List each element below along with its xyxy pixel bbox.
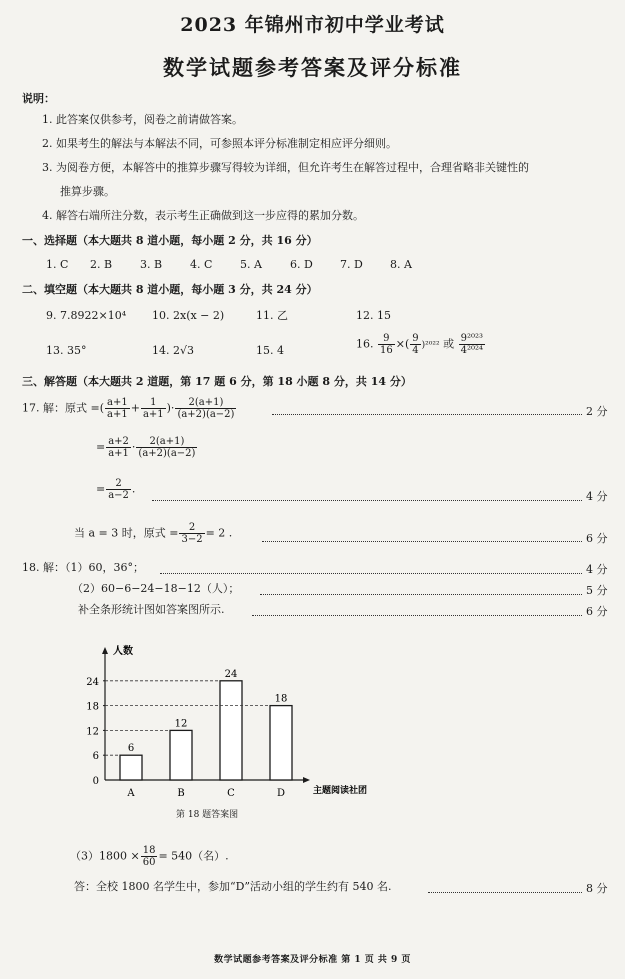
bar-value-label: 6 (127, 743, 135, 755)
dot-leader (428, 892, 582, 893)
period: . (131, 482, 136, 496)
fill-answer-11: 11. 乙 (256, 309, 288, 322)
answer-16-exp: )²⁰²² (421, 340, 440, 351)
q17-line-2 (96, 436, 198, 459)
bar-chart (75, 640, 385, 825)
fill-answer-10: 10. 2x(x − 2) (152, 309, 225, 322)
fraction: $\frac{9}{4}$ (412, 333, 419, 356)
q18-line-1: 18. 解：（1）60，36°； (22, 561, 144, 574)
fraction: $\frac{2}{a-2}$ (108, 478, 129, 501)
fraction: $\frac{2(a+1)}{(a+2)(a-2)}$ (138, 436, 196, 459)
exam-title: 2023 年锦州市初中学业考试 (180, 14, 445, 36)
points-5: 5 分 (586, 584, 608, 597)
section-3-heading: 三、解答题（本大题共 2 道题，第 17 题 6 分，第 18 小题 8 分，共 14 分） (22, 375, 412, 388)
q17-line-4 (74, 522, 232, 545)
paren: )· (166, 401, 175, 415)
fill-answer-12: 12. 15 (356, 309, 391, 322)
doc-title: 数学试题参考答案及评分标准 (163, 55, 462, 80)
page-footer: 数学试题参考答案及评分标准 第 1 页 共 9 页 (214, 955, 411, 965)
points-4: 4 分 (586, 490, 608, 503)
dot: · (131, 440, 136, 454)
points-6: 6 分 (586, 532, 608, 545)
choice-answers (46, 258, 412, 272)
section-2-heading: 二、填空题（本大题共 8 道小题，每小题 3 分，共 24 分） (22, 283, 318, 296)
bar (220, 681, 242, 780)
points-6: 6 分 (586, 605, 608, 618)
dot-leader (262, 541, 582, 542)
dot-leader (160, 573, 582, 574)
calc-text: （3）1800 × (70, 849, 140, 863)
bar-value-label: 12 (174, 718, 188, 730)
answer-16-times: ×( (395, 337, 410, 351)
choice-answer: 3. B (140, 258, 163, 271)
fraction: $\frac{a+2}{a+1}$ (108, 436, 129, 459)
fraction: $\frac{1}{a+1}$ (142, 397, 164, 420)
fraction: $\frac{2}{3-2}$ (181, 522, 203, 545)
points-4: 4 分 (586, 563, 608, 576)
fraction: $\frac{a+1}{a+1}$ (107, 397, 128, 420)
answer-16-or: 或 (439, 337, 458, 351)
note-2: 2. 如果考生的解法与本解法不同，可参照本评分标准制定相应评分细则。 (42, 137, 397, 150)
dot-leader (272, 414, 582, 415)
fill-answer-9: 9. 7.8922×10⁴ (46, 309, 127, 322)
notes-label: 说明： (22, 92, 55, 105)
note-3-cont: 推算步骤。 (60, 185, 115, 198)
calc-result: = 540（名）. (158, 849, 229, 863)
points-2: 2 分 (586, 405, 608, 418)
dot-leader (252, 615, 582, 616)
fraction: $\frac{9}{16}$ (380, 333, 393, 356)
bar (170, 730, 192, 780)
y-tick-label: 0 (92, 776, 99, 787)
fill-answer-16 (356, 333, 486, 356)
q17-line-1 (22, 397, 237, 420)
bar-value-label: 24 (224, 668, 238, 680)
x-axis-arrow (303, 777, 310, 783)
choice-answer: 7. D (340, 258, 363, 271)
choice-answer: 4. C (190, 258, 213, 271)
dot-leader (260, 594, 582, 595)
choice-answer: 8. A (390, 258, 412, 271)
x-tick-label: D (276, 788, 286, 799)
fill-answer-14: 14. 2√3 (152, 344, 194, 357)
q18-line-4 (70, 845, 229, 868)
q18-line-3: 补全条形统计图如答案图所示. (78, 603, 225, 616)
choice-answer: 1. C (46, 258, 69, 271)
q17-label: 17. 解：原式 = (22, 401, 100, 415)
x-tick-label: A (127, 788, 135, 799)
x-axis-label: 主题阅读社团 (313, 786, 368, 796)
answer-16-label: 16. (356, 337, 374, 351)
y-tick-label: 24 (86, 676, 99, 688)
y-tick-label: 6 (92, 751, 99, 763)
y-axis-label: 人数 (113, 646, 133, 657)
bar-value-label: 18 (274, 693, 288, 705)
fill-answer-15: 15. 4 (256, 344, 284, 357)
chart-caption: 第 18 题答案图 (176, 810, 239, 820)
substitution-text: 当 a = 3 时，原式 = (74, 526, 179, 540)
bar (270, 706, 292, 780)
x-tick-label: C (227, 788, 235, 799)
fraction: $\frac{2(a+1)}{(a+2)(a-2)}$ (177, 397, 235, 420)
fraction: $\frac{\text{9²⁰²³}}{\text{4²⁰²⁴}}$ (460, 333, 483, 356)
dot-leader (152, 500, 582, 501)
q18-line-2: （2）60−6−24−18−12（人）； (72, 582, 240, 595)
x-tick-label: B (177, 788, 185, 799)
paren: ( (99, 401, 105, 415)
choice-answer: 2. B (90, 258, 113, 271)
plus: + (130, 401, 140, 415)
equals: = (96, 440, 106, 454)
equals: = (96, 482, 106, 496)
note-3: 3. 为阅卷方便，本解答中的推算步骤写得较为详细，但允许考生在解答过程中，合理省略非关键性的 (42, 161, 529, 174)
note-4: 4. 解答右端所注分数，表示考生正确做到这一步应得的累加分数。 (42, 209, 364, 222)
section-1-heading: 一、选择题（本大题共 8 道小题，每小题 2 分，共 16 分） (22, 234, 318, 247)
y-tick-label: 12 (86, 726, 99, 738)
choice-answer: 6. D (290, 258, 313, 271)
fill-answer-13: 13. 35° (46, 344, 87, 357)
q18-line-5: 答：全校 1800 名学生中，参加“D”活动小组的学生约有 540 名. (74, 880, 392, 893)
q17-line-3 (96, 478, 135, 501)
points-8: 8 分 (586, 882, 608, 895)
choice-answer: 5. A (240, 258, 262, 271)
result-text: = 2 . (205, 526, 233, 540)
y-axis-arrow (102, 647, 108, 654)
fraction: $\frac{18}{60}$ (142, 845, 156, 868)
y-tick-label: 18 (86, 701, 99, 713)
note-1: 1. 此答案仅供参考，阅卷之前请做答案。 (42, 113, 243, 126)
bar (120, 755, 142, 780)
